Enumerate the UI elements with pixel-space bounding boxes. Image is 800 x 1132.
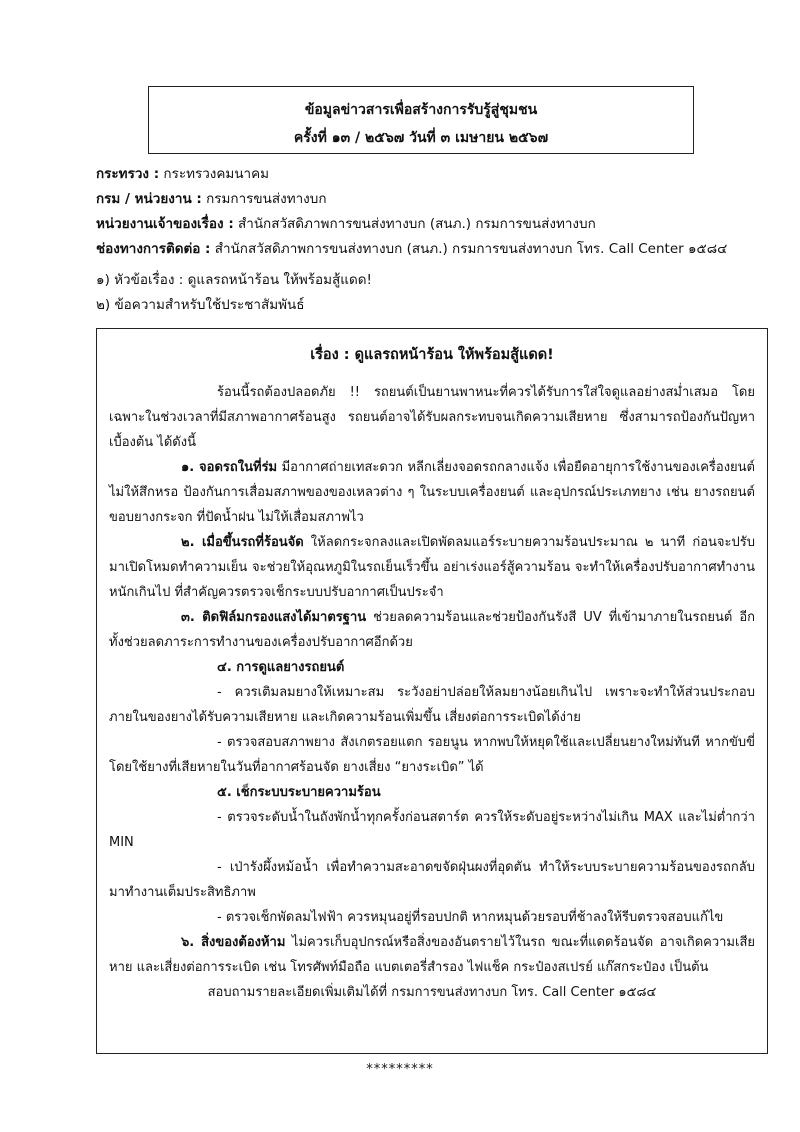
point-6-body: ไม่ควรเก็บอุปกรณ์หรือสิ่งของอันตรายไว้ในรถ ขณะที่แดดร้อนจัด อาจเกิดความเสียหาย และเสี่ยงต่อการระเบิด เช่น โทรศัพท์มือถือ แบตเตอรี่สำรอง ไฟแช็ค กระป๋องสเปรย์ แก๊สกระป๋อง เป็นต้น — [109, 935, 756, 975]
meta-contact — [96, 237, 776, 262]
contact-value: สำนักสวัสดิภาพการขนส่งทางบก (สนภ.) กรมการขนส่งทางบก โทร. Call Center ๑๕๘๔ — [210, 241, 728, 257]
department-value: กรมการขนส่งทางบก — [201, 191, 327, 207]
point-5-bullet-3: - ตรวจเช็กพัดลมไฟฟ้า ควรหมุนอยู่ที่รอบปกติ หากหมุนด้วยรอบที่ช้าลงให้รีบตรวจสอบแก้ไข — [217, 910, 724, 925]
article-contact: สอบถามรายละเอียดเพิ่มเติมได้ที่ กรมการขนส่งทางบก โทร. Call Center ๑๕๘๔ — [207, 985, 657, 1000]
point-4-bullet-1: - ควรเติมลมยางให้เหมาะสม ระวังอย่าปล่อยให้ลมยางน้อยเกินไป เพราะจะทำให้ส่วนประกอบภายในของยางได้รับความเสียหาย และเกิดความร้อนเพิ่มขึ้น เสี่ยงต่อการระเบิดได้ง่าย — [109, 685, 755, 725]
point-4-head: ๔. การดูแลยางรถยนต์ — [217, 660, 345, 675]
point-2-body: ให้ลดกระจกลงและเปิดพัดลมแอร์ระบายความร้อนประมาณ ๒ นาที ก่อนจะปรับมาเปิดโหมดทำความเย็น จะช่วยให้อุณหภูมิในรถเย็นเร็วขึ้น อย่าเร่งแอร์สู้ความร้อน จะทำให้เครื่องปรับอากาศทำงานหนักเกินไป ที่สำคัญควรตรวจเช็กระบบปรับอากาศเป็นประจำ — [109, 535, 755, 600]
point-3 — [109, 605, 755, 655]
point-4-bullet-2: - ตรวจสอบสภาพยาง สังเกตรอยแตก รอยนูน หากพบให้หยุดใช้และเปลี่ยนยางใหม่ทันที หากขับขี่โดยใช้ยางที่เสียหายในวันที่อากาศร้อนจัด ยางเสี่ยง “ยางระเบิด” ได้ — [109, 735, 755, 775]
topics-section — [96, 268, 372, 318]
department-label: กรม / หน่วยงาน : — [96, 191, 202, 207]
point-6 — [109, 930, 755, 980]
point-5-bullet-2: - เป่ารังผึ้งหม้อน้ำ เพื่อทำความสะอาดขจัดฝุ่นผงที่อุดตัน ทำให้ระบบระบายความร้อนของรถกลับมาทำงานเต็มประสิทธิภาพ — [109, 860, 755, 900]
meta-department — [96, 187, 776, 212]
topic-2: ๒) ข้อความสำหรับใช้ประชาสัมพันธ์ — [96, 297, 305, 313]
header-issue: ครั้งที่ ๑๓ / ๒๕๖๗ วันที่ ๓ เมษายน ๒๕๖๗ — [293, 130, 549, 146]
owner-value: สำนักสวัสดิภาพการขนส่งทางบก (สนภ.) กรมการขนส่งทางบก — [233, 216, 596, 232]
point-5-head: ๕. เช็กระบบระบายความร้อน — [217, 785, 381, 800]
ministry-label: กระทรวง : — [96, 166, 160, 182]
meta-owner — [96, 212, 776, 237]
owner-label: หน่วยงานเจ้าของเรื่อง : — [96, 216, 234, 232]
point-3-head: ๓. ติดฟิล์มกรองแสงได้มาตรฐาน — [181, 610, 367, 625]
article-box — [96, 328, 768, 1054]
meta-section — [96, 162, 776, 262]
point-2-head: ๒. เมื่อขึ้นรถที่ร้อนจัด — [181, 535, 304, 550]
point-5-bullet-1: - ตรวจระดับน้ำในถังพักน้ำทุกครั้งก่อนสตาร์ต ควรให้ระดับอยู่ระหว่างไม่เกิน MAX และไม่ต่ำกว่า MIN — [109, 810, 755, 850]
contact-label: ช่องทางการติดต่อ : — [96, 241, 211, 257]
article-intro: ร้อนนี้รถต้องปลอดภัย !! รถยนต์เป็นยานพาหนะที่ควรได้รับการใส่ใจดูแลอย่างสม่ำเสมอ โดยเฉพาะในช่วงเวลาที่มีสภาพอากาศร้อนสูง รถยนต์อาจได้รับผลกระทบจนเกิดความเสียหาย ซึ่งสามารถป้องกันปัญหาเบื้องต้น ได้ดังนี้ — [109, 385, 755, 450]
ministry-value: กระทรวงคมนาคม — [159, 166, 270, 182]
topic-1: ๑) หัวข้อเรื่อง : ดูแลรถหน้าร้อน ให้พร้อมสู้แดด! — [96, 272, 372, 288]
end-separator: ********* — [366, 1062, 434, 1077]
point-1-body: มีอากาศถ่ายเทสะดวก หลีกเลี่ยงจอดรถกลางแจ้ง เพื่อยืดอายุการใช้งานของเครื่องยนต์ไม่ให้สึกหรอ ป้องกันการเสื่อมสภาพของของเหลวต่าง ๆ ในระบบเครื่องยนต์ และอุปกรณ์ประเภทยาง เช่น ยางรถยนต์ ขอบยางกระจก ที่ปัดน้ำฝน ไม่ให้เสื่อมสภาพไว — [109, 460, 755, 525]
point-3-body: ช่วยลดความร้อนและช่วยป้องกันรังสี UV ที่เข้ามาภายในรถยนต์ อีกทั้งช่วยลดภาระการทำงานของเครื่องปรับอากาศอีกด้วย — [109, 610, 755, 650]
point-2 — [109, 530, 755, 605]
header-title: ข้อมูลข่าวสารเพื่อสร้างการรับรู้สู่ชุมชน — [304, 102, 538, 118]
point-1-head: ๑. จอดรถในที่ร่ม — [181, 460, 278, 475]
article-title: เรื่อง : ดูแลรถหน้าร้อน ให้พร้อมสู้แดด! — [310, 347, 554, 363]
point-6-head: ๖. สิ่งของต้องห้าม — [181, 935, 286, 950]
point-1 — [109, 455, 755, 530]
header-box — [148, 86, 694, 154]
meta-ministry — [96, 162, 776, 187]
